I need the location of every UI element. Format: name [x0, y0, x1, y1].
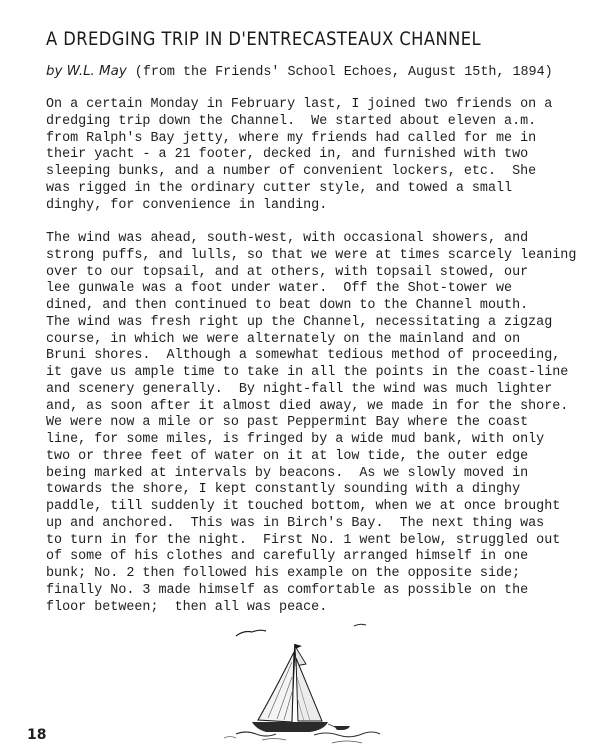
- text-line: sleeping bunks, and a number of convenient lockers, etc. She: [46, 164, 537, 179]
- sailboat-illustration: [222, 622, 392, 750]
- text-line: it gave us ample time to take in all the points in the coast-line: [46, 365, 569, 380]
- text-line: course, in which we were alternately on the mainland and on: [46, 331, 521, 347]
- text-line: towards the shore, I kept constantly sounding with a dinghy: [46, 482, 521, 498]
- text-line: two or three feet of water on it at low tide, the outer edge: [46, 448, 529, 464]
- source-note: (from the Friends' School Echoes, August 15th, 1894): [126, 65, 553, 80]
- text-line: of some of his clothes and carefully arranged himself in one: [46, 549, 529, 565]
- text-line: dredging trip down the Channel. We started about eleven a.m.: [46, 113, 537, 129]
- text-line: bunk; No. 2 then followed his example on the opposite side;: [46, 566, 521, 581]
- text-line: their yacht - a 21 footer, decked in, and furnished with two: [46, 147, 529, 163]
- text-line: lee gunwale was a foot under water. Off the Shot-tower we: [46, 281, 513, 297]
- text-line: being marked at intervals by beacons. As we slowly moved in: [46, 465, 529, 481]
- paragraph-1: [46, 97, 552, 214]
- text-line: and scenery generally. By night-fall the wind was much lighter: [46, 381, 553, 397]
- paragraph-2: [46, 231, 576, 616]
- text-line: floor between; then all was peace.: [46, 599, 328, 615]
- text-line: dined, and then continued to beat down to the Channel mouth.: [46, 298, 529, 313]
- text-line: We were now a mile or so past Peppermint Bay where the coast: [46, 415, 529, 431]
- text-line: was rigged in the ordinary cutter style, and towed a small: [46, 180, 513, 196]
- text-line: On a certain Monday in February last, I joined two friends on a: [46, 97, 553, 112]
- text-line: strong puffs, and lulls, so that we were at times scarcely leaning: [46, 247, 577, 263]
- text-line: line, for some miles, is fringed by a wide mud bank, with only: [46, 432, 545, 447]
- author-name: by W.L. May: [46, 64, 127, 79]
- text-line: from Ralph's Bay jetty, where my friends had called for me in: [46, 130, 537, 146]
- text-line: to turn in for the night. First No. 1 went below, struggled out: [46, 532, 561, 548]
- page-title: A DREDGING TRIP IN D'ENTRECASTEAUX CHANNEL: [46, 28, 482, 50]
- text-line: The wind was ahead, south-west, with occasional showers, and: [46, 231, 529, 246]
- text-line: and, as soon after it almost died away, we made in for the shore.: [46, 398, 569, 414]
- text-line: up and anchored. This was in Birch's Bay. The next thing was: [46, 515, 545, 531]
- page-number: 18: [27, 727, 47, 743]
- text-line: Bruni shores. Although a somewhat tedious method of proceeding,: [46, 348, 561, 364]
- text-line: The wind was fresh right up the Channel, necessitating a zigzag: [46, 314, 553, 330]
- text-line: finally No. 3 made himself as comfortable as possible on the: [46, 582, 529, 598]
- text-line: over to our topsail, and at others, with topsail stowed, our: [46, 264, 529, 280]
- text-line: paddle, till suddenly it touched bottom, when we at once brought: [46, 499, 561, 514]
- byline: [46, 64, 553, 80]
- text-line: dinghy, for convenience in landing.: [46, 197, 328, 213]
